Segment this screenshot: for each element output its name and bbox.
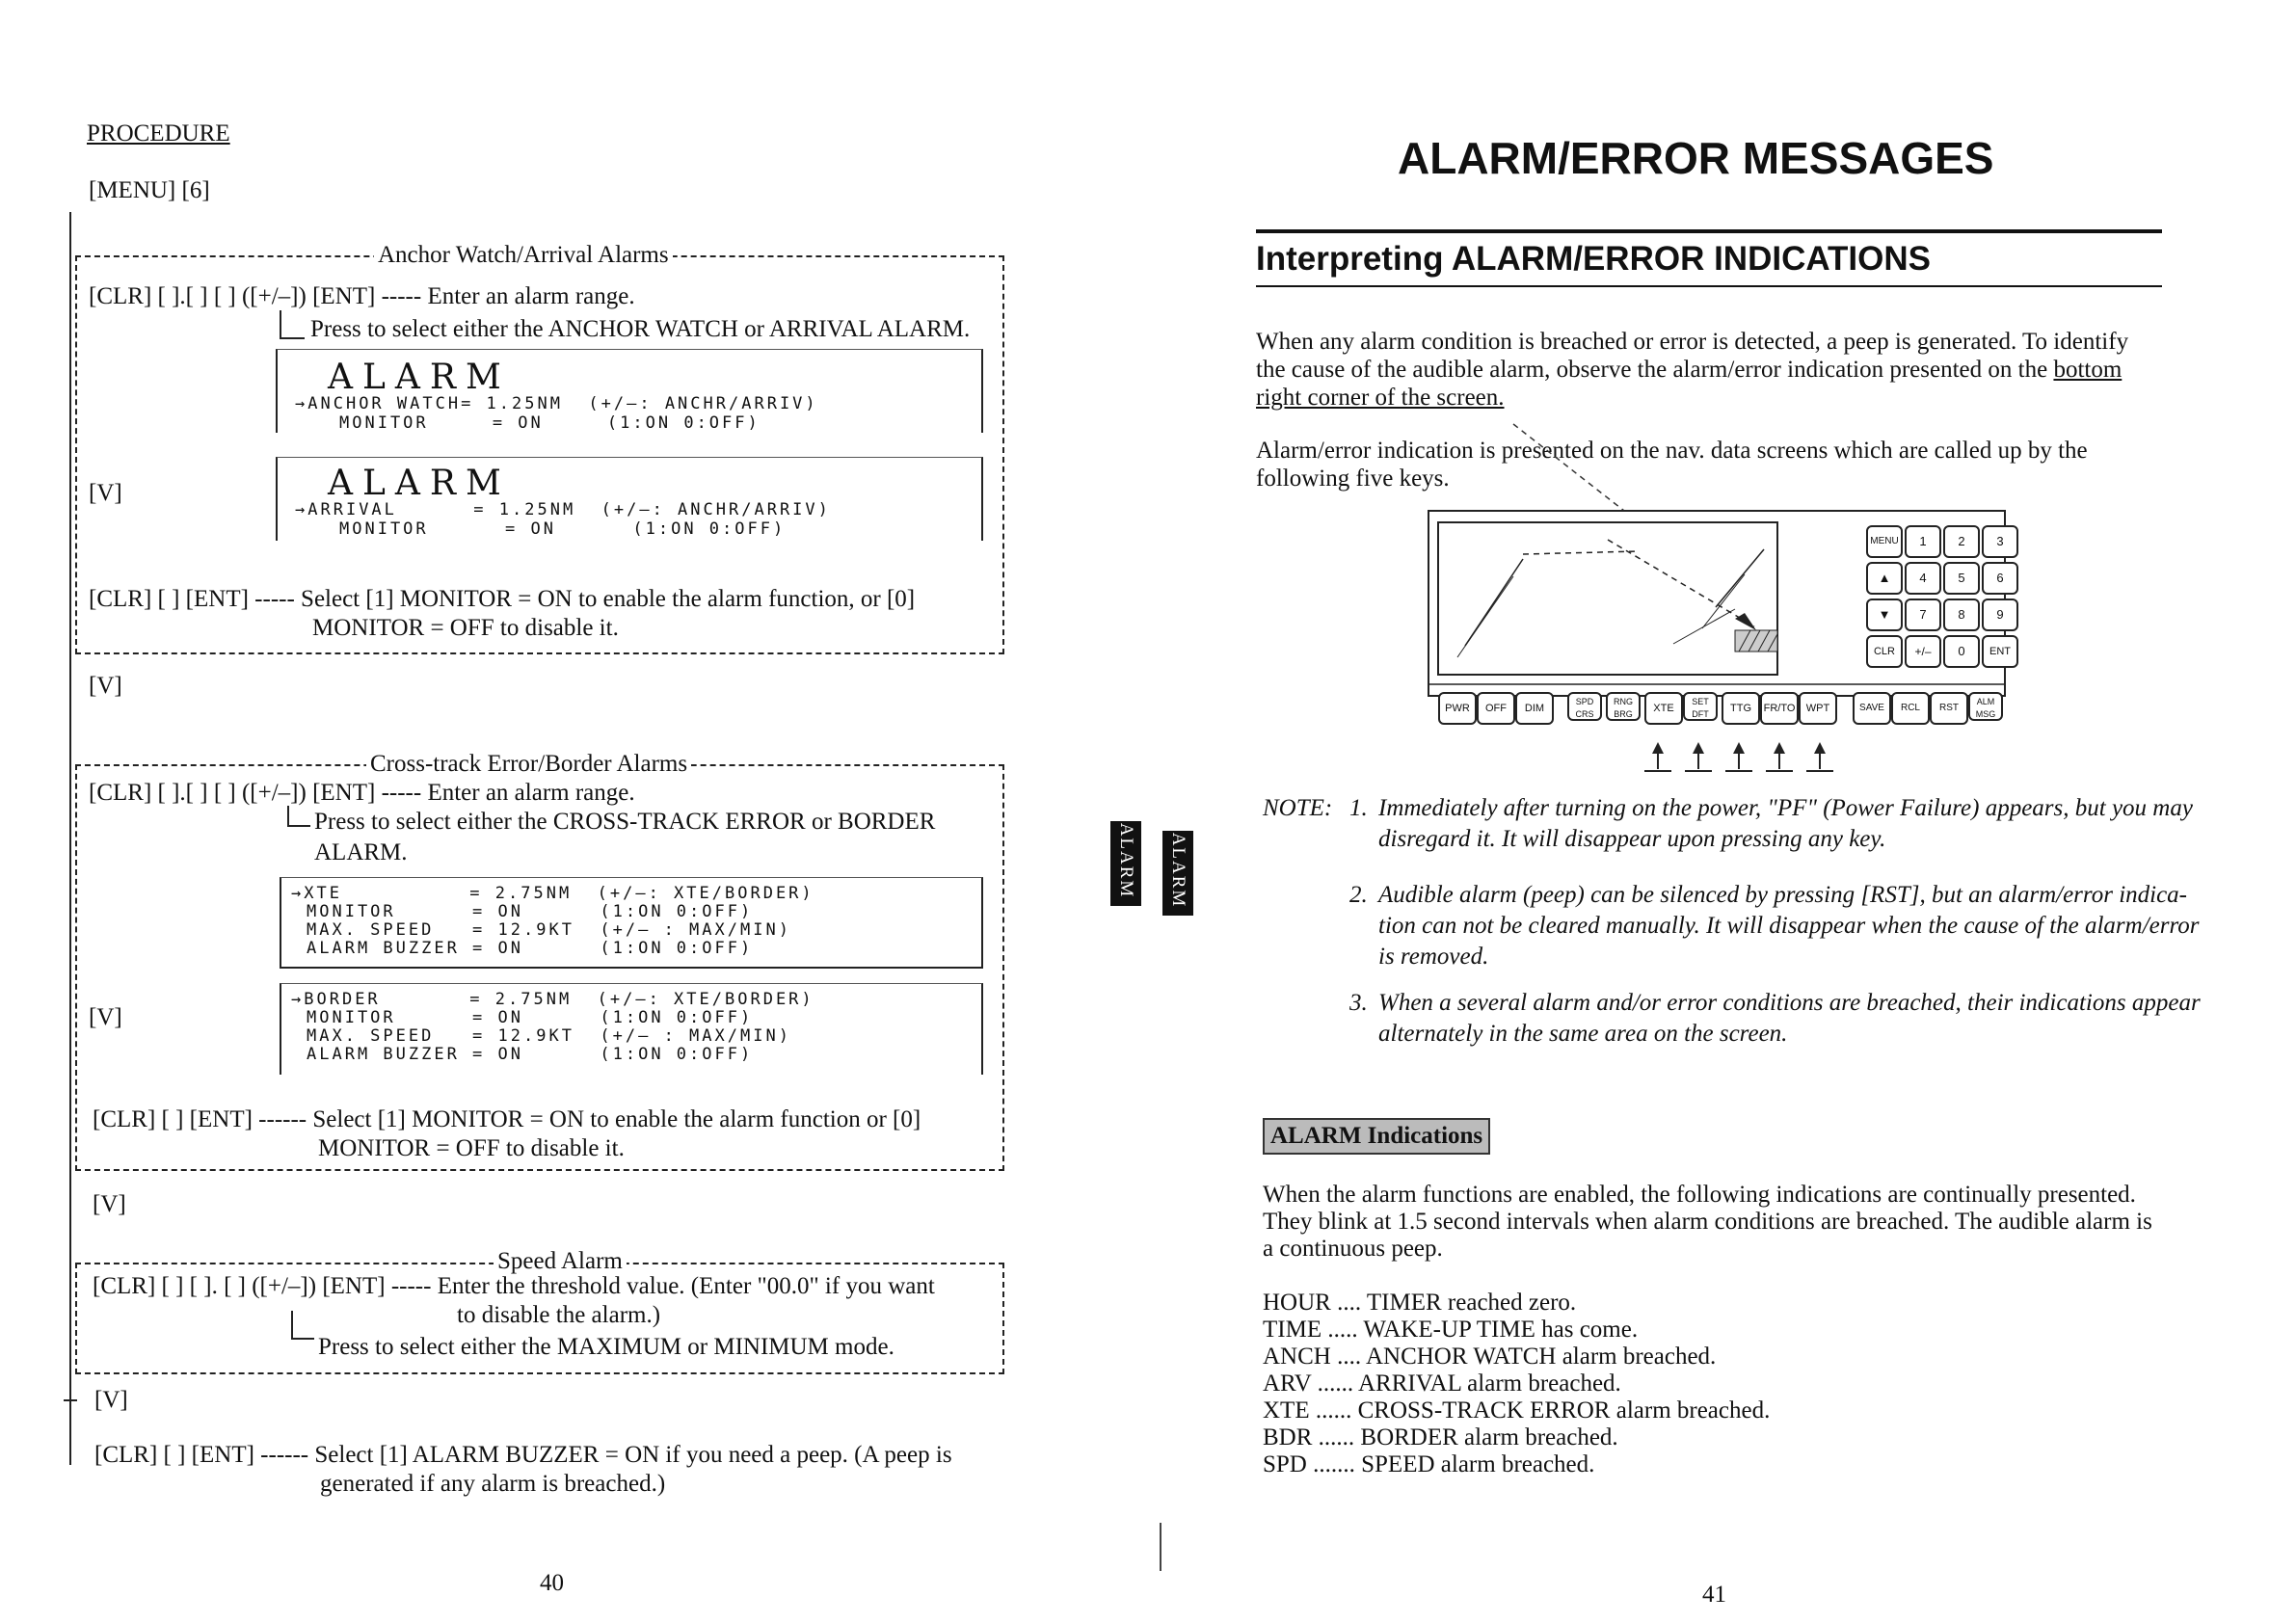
speed-section-title: Speed Alarm [494, 1247, 627, 1276]
right-page-number: 41 [1702, 1582, 1726, 1608]
key-ent[interactable]: ENT [1982, 635, 2018, 668]
note-1-line2: disregard it. It will disappear upon pressing any key. [1378, 826, 1886, 852]
note-2-line2: tion can not be cleared manually. It will disappear when the cause of the alarm/error [1378, 913, 2200, 939]
speed-step-mode: Press to select either the MAXIMUM or MINIMUM mode. [318, 1334, 894, 1360]
page-title: ALARM/ERROR MESSAGES [1398, 133, 1994, 183]
menu-command: [MENU] [6] [89, 177, 210, 203]
xte-screen-1-line2: MONITOR = ON (1:ON 0:OFF) [307, 902, 754, 921]
alarm-para-line-3: a continuous peep. [1263, 1236, 1443, 1262]
side-tab-2: ALARM [1162, 831, 1193, 916]
buzzer-step: [CLR] [ ] [ENT] ------ Select [1] ALARM BUZZER = ON if you need a peep. (A peep is [94, 1442, 952, 1468]
key-down[interactable]: ▼ [1866, 599, 1903, 631]
buzzer-step-cont: generated if any alarm is breached.) [320, 1471, 666, 1497]
intro-line-3: right corner of the screen. [1256, 385, 1505, 411]
note-3-line2: alternately in the same area on the screen. [1378, 1021, 1788, 1047]
anchor-step-enter-range: [CLR] [ ].[ ] [ ] ([+/–]) [ENT] ----- Enter an alarm range. [89, 283, 635, 309]
section-title: Interpreting ALARM/ERROR INDICATIONS [1256, 240, 1931, 278]
indication-item: ARV ...... ARRIVAL alarm breached. [1263, 1370, 1621, 1397]
key-pwr[interactable]: PWR [1438, 692, 1477, 725]
note-2-line1: Audible alarm (peep) can be silenced by pressing [RST], but an alarm/error indica- [1378, 882, 2188, 908]
note-1-num: 1. [1349, 795, 1368, 821]
key-7[interactable]: 7 [1905, 599, 1941, 631]
note-3-line1: When a several alarm and/or error conditions are breached, their indications appear [1378, 990, 2201, 1016]
key-xte[interactable]: XTE [1644, 692, 1683, 725]
anchor-screen-2-line1: →ARRIVAL = 1.25NM (+/–: ANCHR/ARRIV) [295, 500, 831, 519]
key-ttg[interactable]: TTG [1722, 692, 1760, 725]
intro-line-2: the cause of the audible alarm, observe the alarm/error indication presented on the bottom [1256, 357, 2122, 383]
anchor-v-label: [V] [89, 480, 122, 506]
key-rcl[interactable]: RCL [1891, 692, 1930, 725]
key-up[interactable]: ▲ [1866, 562, 1903, 595]
anchor-sub-bracket [280, 310, 281, 339]
xte-step-monitor: [CLR] [ ] [ENT] ------ Select [1] MONITOR = ON to enable the alarm function or [0] [93, 1106, 921, 1132]
v-label-3: [V] [94, 1387, 128, 1413]
key-fr-to[interactable]: FR/TO [1760, 692, 1799, 725]
left-page-number: 40 [540, 1570, 564, 1596]
anchor-screen-1-title: ALARM [328, 358, 511, 397]
indication-item: SPD ....... SPEED alarm breached. [1263, 1451, 1595, 1477]
procedure-heading: PROCEDURE [87, 120, 230, 146]
indication-item: ANCH .... ANCHOR WATCH alarm breached. [1263, 1344, 1717, 1370]
xte-section-title: Cross-track Error/Border Alarms [366, 750, 691, 779]
title-rule-bottom [1256, 285, 2162, 287]
gutter-mark [1160, 1523, 1161, 1571]
anchor-screen-2-line2: MONITOR = ON (1:ON 0:OFF) [339, 519, 787, 539]
indication-item: BDR ...... BORDER alarm breached. [1263, 1424, 1618, 1450]
note-1-line1: Immediately after turning on the power, "PF" (Power Failure) appears, but you may [1378, 795, 2193, 821]
xte-step-select: Press to select either the CROSS-TRACK ERROR or BORDER [314, 809, 936, 835]
xte-screen-2-line3: MAX. SPEED = 12.9KT (+/– : MAX/MIN) [307, 1026, 791, 1046]
alarm-para-line-1: When the alarm functions are enabled, the following indications are continually presented. [1263, 1182, 2136, 1208]
xte-screen-1-line1: →XTE = 2.75NM (+/–: XTE/BORDER) [291, 884, 814, 903]
xte-screen-2-line1: →BORDER = 2.75NM (+/–: XTE/BORDER) [291, 990, 814, 1009]
key-menu[interactable]: MENU [1866, 525, 1903, 558]
intro-line-4: Alarm/error indication is presented on the nav. data screens which are called up by the [1256, 438, 2088, 464]
xte-screen-2-line4: ALARM BUZZER = ON (1:ON 0:OFF) [307, 1045, 754, 1064]
intro-line-1: When any alarm condition is breached or error is detected, a peep is generated. To identify [1256, 329, 2129, 355]
alarm-para-line-2: They blink at 1.5 second intervals when alarm conditions are breached. The audible alarm is [1263, 1209, 2152, 1235]
key-6[interactable]: 6 [1982, 562, 2018, 595]
key-save[interactable]: SAVE [1853, 692, 1891, 725]
anchor-section-title: Anchor Watch/Arrival Alarms [374, 241, 673, 270]
key-dim[interactable]: DIM [1515, 692, 1554, 725]
indication-item: XTE ...... CROSS-TRACK ERROR alarm breached. [1263, 1397, 1771, 1423]
anchor-step-select: Press to select either the ANCHOR WATCH or ARRIVAL ALARM. [310, 316, 971, 342]
key-2[interactable]: 2 [1943, 525, 1980, 558]
title-rule-top [1256, 229, 2162, 233]
v-label-1: [V] [89, 673, 122, 699]
key-rng-brg[interactable]: RNG BRG [1606, 692, 1641, 721]
indication-item: HOUR .... TIMER reached zero. [1263, 1290, 1577, 1316]
xte-step-enter-range: [CLR] [ ].[ ] [ ] ([+/–]) [ENT] ----- Enter an alarm range. [89, 780, 635, 806]
key-alm-msg[interactable]: ALM MSG [1968, 692, 2003, 721]
xte-v-label: [V] [89, 1004, 122, 1030]
indication-item: TIME ..... WAKE-UP TIME has come. [1263, 1317, 1639, 1343]
flow-tick [64, 1399, 77, 1401]
key-set-dft[interactable]: SET DFT [1683, 692, 1718, 721]
speed-step-threshold: [CLR] [ ] [ ]. [ ] ([+/–]) [ENT] ----- Enter the threshold value. (Enter "00.0" if you want [93, 1273, 935, 1299]
anchor-step-monitor: [CLR] [ ] [ENT] ----- Select [1] MONITOR = ON to enable the alarm function, or [0] [89, 586, 916, 612]
note-2-num: 2. [1349, 882, 1368, 908]
flow-line [69, 212, 71, 1465]
xte-step-select-cont: ALARM. [314, 839, 408, 865]
intro-line-5: following five keys. [1256, 466, 1450, 492]
note-3-num: 3. [1349, 990, 1368, 1016]
key-rst[interactable]: RST [1930, 692, 1968, 725]
indication-list [1263, 1289, 1770, 1477]
key-1[interactable]: 1 [1905, 525, 1941, 558]
anchor-step-monitor-cont: MONITOR = OFF to disable it. [312, 615, 619, 641]
key-clr[interactable]: CLR [1866, 635, 1903, 668]
key-off[interactable]: OFF [1477, 692, 1515, 725]
xte-screen-1-line3: MAX. SPEED = 12.9KT (+/– : MAX/MIN) [307, 920, 791, 940]
alarm-indications-label: ALARM Indications [1263, 1118, 1490, 1155]
key-4[interactable]: 4 [1905, 562, 1941, 595]
key-0[interactable]: 0 [1943, 635, 1980, 668]
anchor-screen-1-line2: MONITOR = ON (1:ON 0:OFF) [339, 413, 761, 433]
anchor-screen-2-title: ALARM [328, 464, 511, 503]
anchor-screen-1-line1: →ANCHOR WATCH= 1.25NM (+/–: ANCHR/ARRIV) [295, 394, 818, 413]
key-5[interactable]: 5 [1943, 562, 1980, 595]
key-9[interactable]: 9 [1982, 599, 2018, 631]
xte-screen-2-line2: MONITOR = ON (1:ON 0:OFF) [307, 1008, 754, 1027]
key-3[interactable]: 3 [1982, 525, 2018, 558]
v-label-2: [V] [93, 1191, 126, 1217]
notes-label: NOTE: [1263, 795, 1333, 821]
xte-step-monitor-cont: MONITOR = OFF to disable it. [318, 1135, 625, 1161]
side-tab-1: ALARM [1110, 821, 1141, 906]
xte-screen-1-line4: ALARM BUZZER = ON (1:ON 0:OFF) [307, 939, 754, 958]
note-2-line3: is removed. [1378, 944, 1489, 970]
key-spd-crs[interactable]: SPD CRS [1567, 692, 1602, 721]
speed-step-threshold-cont: to disable the alarm.) [457, 1302, 661, 1328]
key-plus-minus[interactable]: +/– [1905, 635, 1941, 668]
key-wpt[interactable]: WPT [1799, 692, 1837, 725]
key-8[interactable]: 8 [1943, 599, 1980, 631]
